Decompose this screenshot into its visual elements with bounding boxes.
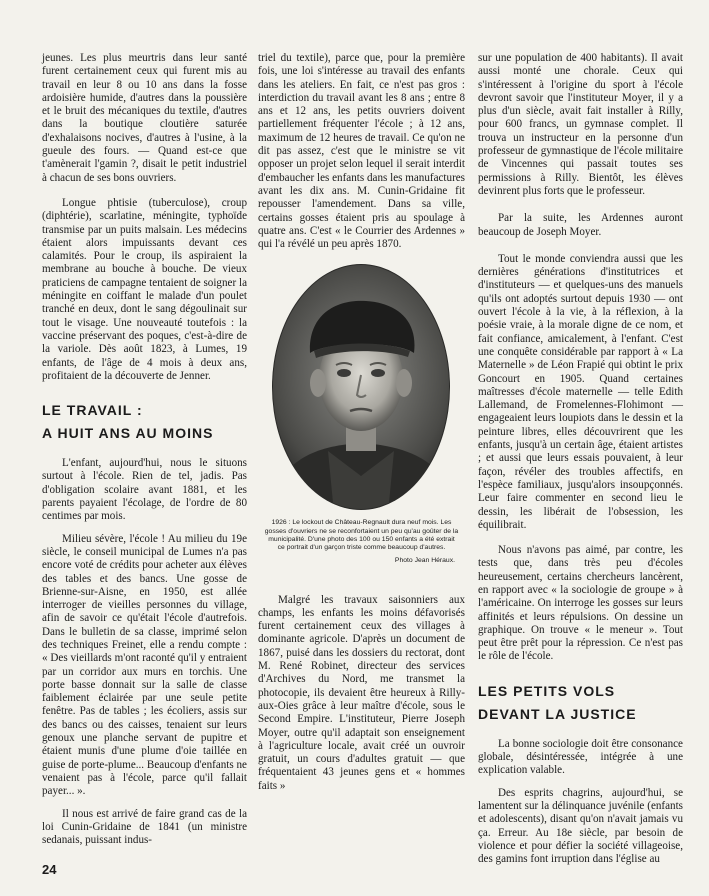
paragraph: Tout le monde conviendra aussi que les dernières générations d'institutrices et d'instituteurs — et quelques-uns des manuels qu'ils ont adoptés surtout depuis 1930 — ont ouvert l'école à la vie, à la réflexion, à la poésie vraie, à la morale digne de ce nom, et fait confiance, amicalement, à l'enfant. C'est une conquête considérable par rapport à « La Maternelle » de Léon Frapié qui obtint le prix Goncourt en 1905. Quand certaines maîtresses d'école maternelle — telle Edith Lallemand, de Fromelennes-Flohimont — engageaient leurs loupiots dans le dessin et la peinture libres, elles découvrirent que les enfants, jusqu'à un certain âge, étaient artistes ; et aussi que leurs essais pouvaient, à leur façon, révéler des troubles affectifs, en l'espèce familiaux, jusqu'alors insoupçonnés. Leur faire commenter en second lieu le dessin, les libérait de l'obsession, les équilibrait. [478,252,683,531]
paragraph: Milieu sévère, l'école ! Au milieu du 19e siècle, le conseil municipal de Lumes n'a pas encore voté de crédits pour acheter aux élèves des tables et des bancs. Une gosse de Brienne-sur-Aisne, en 1950, est allée interroger de vieilles personnes du village, afin de savoir ce qu'était l'école d'autrefois. Dans le bulletin de sa classe, imprimé selon des techniques Freinet, elle a rendu compte : « Des vieillards m'ont raconté qu'il y entraient par un corridor aux murs en torchis. Une porte basse donnait sur la salle de classe faiblement éclairée par une seule petite fenêtre. Pas de tables ; les écoliers, assis sur des bancs ou des caisses, tenaient sur leurs genoux une planche servant de pupitre et étaient munis d'une plume d'oie taillée en guise de porte-plume... Beaucoup d'enfants ne venaient pas à l'école, parce qu'il fallait payer... ». [42,532,247,798]
photo-caption: 1926 : Le lockout de Château-Regnault dura neuf mois. Les gosses d'ouvriers ne se reconfortaient un peu qu'au goûter de la municipalité. D'une photo des 100 ou 150 enfants a été extrait ce portrait d'un garçon triste comme beaucoup d'autres. [264,519,459,552]
portrait-photo [258,261,465,513]
section-heading-petits-vols [478,680,683,726]
heading-line-1: LES PETITS VOLS [478,682,616,699]
boy-portrait-image [258,261,465,513]
column-middle [258,52,465,802]
paragraph: La bonne sociologie doit être consonance globale, désintéressée, intégrée à une explication valable. [478,737,683,777]
heading-line-1: LE TRAVAIL : [42,402,143,419]
paragraph: triel du textile), parce que, pour la première fois, une loi s'intéresse au travail des enfants dans les ateliers. En fait, ce n'est pas gros : interdiction du travail avant les 8 ans ; entre 8 ans et 12 ans, les petits ouvriers doivent partiellement fréquenter l'école ; à 12 ans, maximum de 12 heures de travail. Ce qu'on ne dit pas assez, c'est que le ministre se vit opposer un projet selon lequel il serait interdit d'embaucher les enfants dans les manufactures avant les dix ans. M. Cunin-Gridaine fit repousser l'amendement. Dans sa ville, certains gosses étaient pris au spoulage à quatre ans. C'est « le Courrier des Ardennes » qui l'a révélé un peu après 1870. [258,52,465,251]
heading-line-2: DEVANT LA JUSTICE [478,705,637,722]
column-right [478,52,683,875]
paragraph: sur une population de 400 habitants). Il avait aussi monté une chorale. Ceux qui s'intéressent à l'origine du sport à l'école devront savoir que l'instituteur Moyer, il y a plus d'un siècle, avait fait installer à Rilly, pour 600 francs, un gymnase complet. Il trouva un instructeur en la personne d'un professeur de gymnastique de l'école militaire de Vincennes qui passait toutes ses permissions à Rilly. Bientôt, les élèves devinrent plus forts que le professeur. [478,52,683,197]
section-heading-travail [42,399,247,445]
paragraph: L'enfant, aujourd'hui, nous le situons surtout à l'école. Rien de tel, jadis. Pas d'obligation scolaire avant 1881, et les parents payaient l'écolage, de l'ordre de 80 centimes par mois. [42,457,247,523]
paragraph: Malgré les travaux saisonniers aux champs, les enfants les moins défavorisés furent certainement ceux des villages à dominante agricole. D'après un document de 1867, puisé dans les dossiers du rectorat, dont M. René Robinet, directeur des services d'Archives du Nord, me transmet la photocopie, ils devaient être heureux à Rilly-aux-Oies grâce à leur maître d'école, sous le Second Empire. L'instituteur, Pierre Joseph Moyer, outre qu'il adaptait son enseignement à l'agriculture locale, avait créé un ouvroir gratuit, un cours d'adultes gratuit — que fréquentaient 43 jeunes gens et « hommes faits » [258,593,465,792]
paragraph: Par la suite, les Ardennes auront beaucoup de Joseph Moyer. [478,212,683,238]
page-number: 24 [42,862,57,877]
paragraph: Il nous est arrivé de faire grand cas de la loi Cunin-Gridaine de 1841 (un ministre sedanais, puissant indus- [42,807,247,847]
paragraph: Des esprits chagrins, aujourd'hui, se lamentent sur la délinquance juvénile (enfants et adolescents), disant qu'on n'avait jamais vu ça. Erreur. Au 18e siècle, par besoin de violence et pour défier la société villageoise, des gamins font irruption dans l'église au [478,786,683,866]
paragraph: Longue phtisie (tuberculose), croup (diphtérie), scarlatine, méningite, typhoïde transmise par un puits malsain. Les médecins étaient alors impuissants devant ces calamités. Pour le croup, ils aspiraient la membrane au bouche à bouche. De vieux praticiens de campagne tentaient de soigner la méningite en coiffant le malade d'un poulet tranché en deux, dont le sang dégoulinait sur tout le visage. Une nouveauté toutefois : la vaccine préservant des poques, c'est-à-dire de la variole. Dès août 1823, à Lumes, 19 enfants, de l'âge de 4 mois à deux ans, profitaient de la découverte de Jenner. [42,196,247,382]
column-left [42,52,247,856]
heading-line-2: A HUIT ANS AU MOINS [42,425,214,442]
paragraph: Nous n'avons pas aimé, par contre, les tests que, dans très peu d'écoles heureusement, certains chercheurs lancèrent, en rapport avec « la sociologie de groupe » à l'américaine. On interroge les gosses sur leurs affinités et leurs répulsions. On dessine un graphique. On trouve « le meneur ». Tout peut être prêt pour la répression. Ce n'est pas le rôle de l'école. [478,544,683,663]
photo-credit: Photo Jean Héraux. [394,557,455,565]
paragraph: jeunes. Les plus meurtris dans leur santé furent certainement ceux qui furent mis au travail en leur 8 ou 10 ans dans la fosse ardoisière humide, d'autres dans la poussière et le bruit des mécaniques du textile, d'autres dans la boutique cloutière saturée d'exhalaisons nocives, d'autres à l'usine, à la gueule des fours. — Quand est-ce que t'amènerait l'gamin ?, disait le petit industriel à chacun de ses bons ouvriers. [42,52,247,184]
